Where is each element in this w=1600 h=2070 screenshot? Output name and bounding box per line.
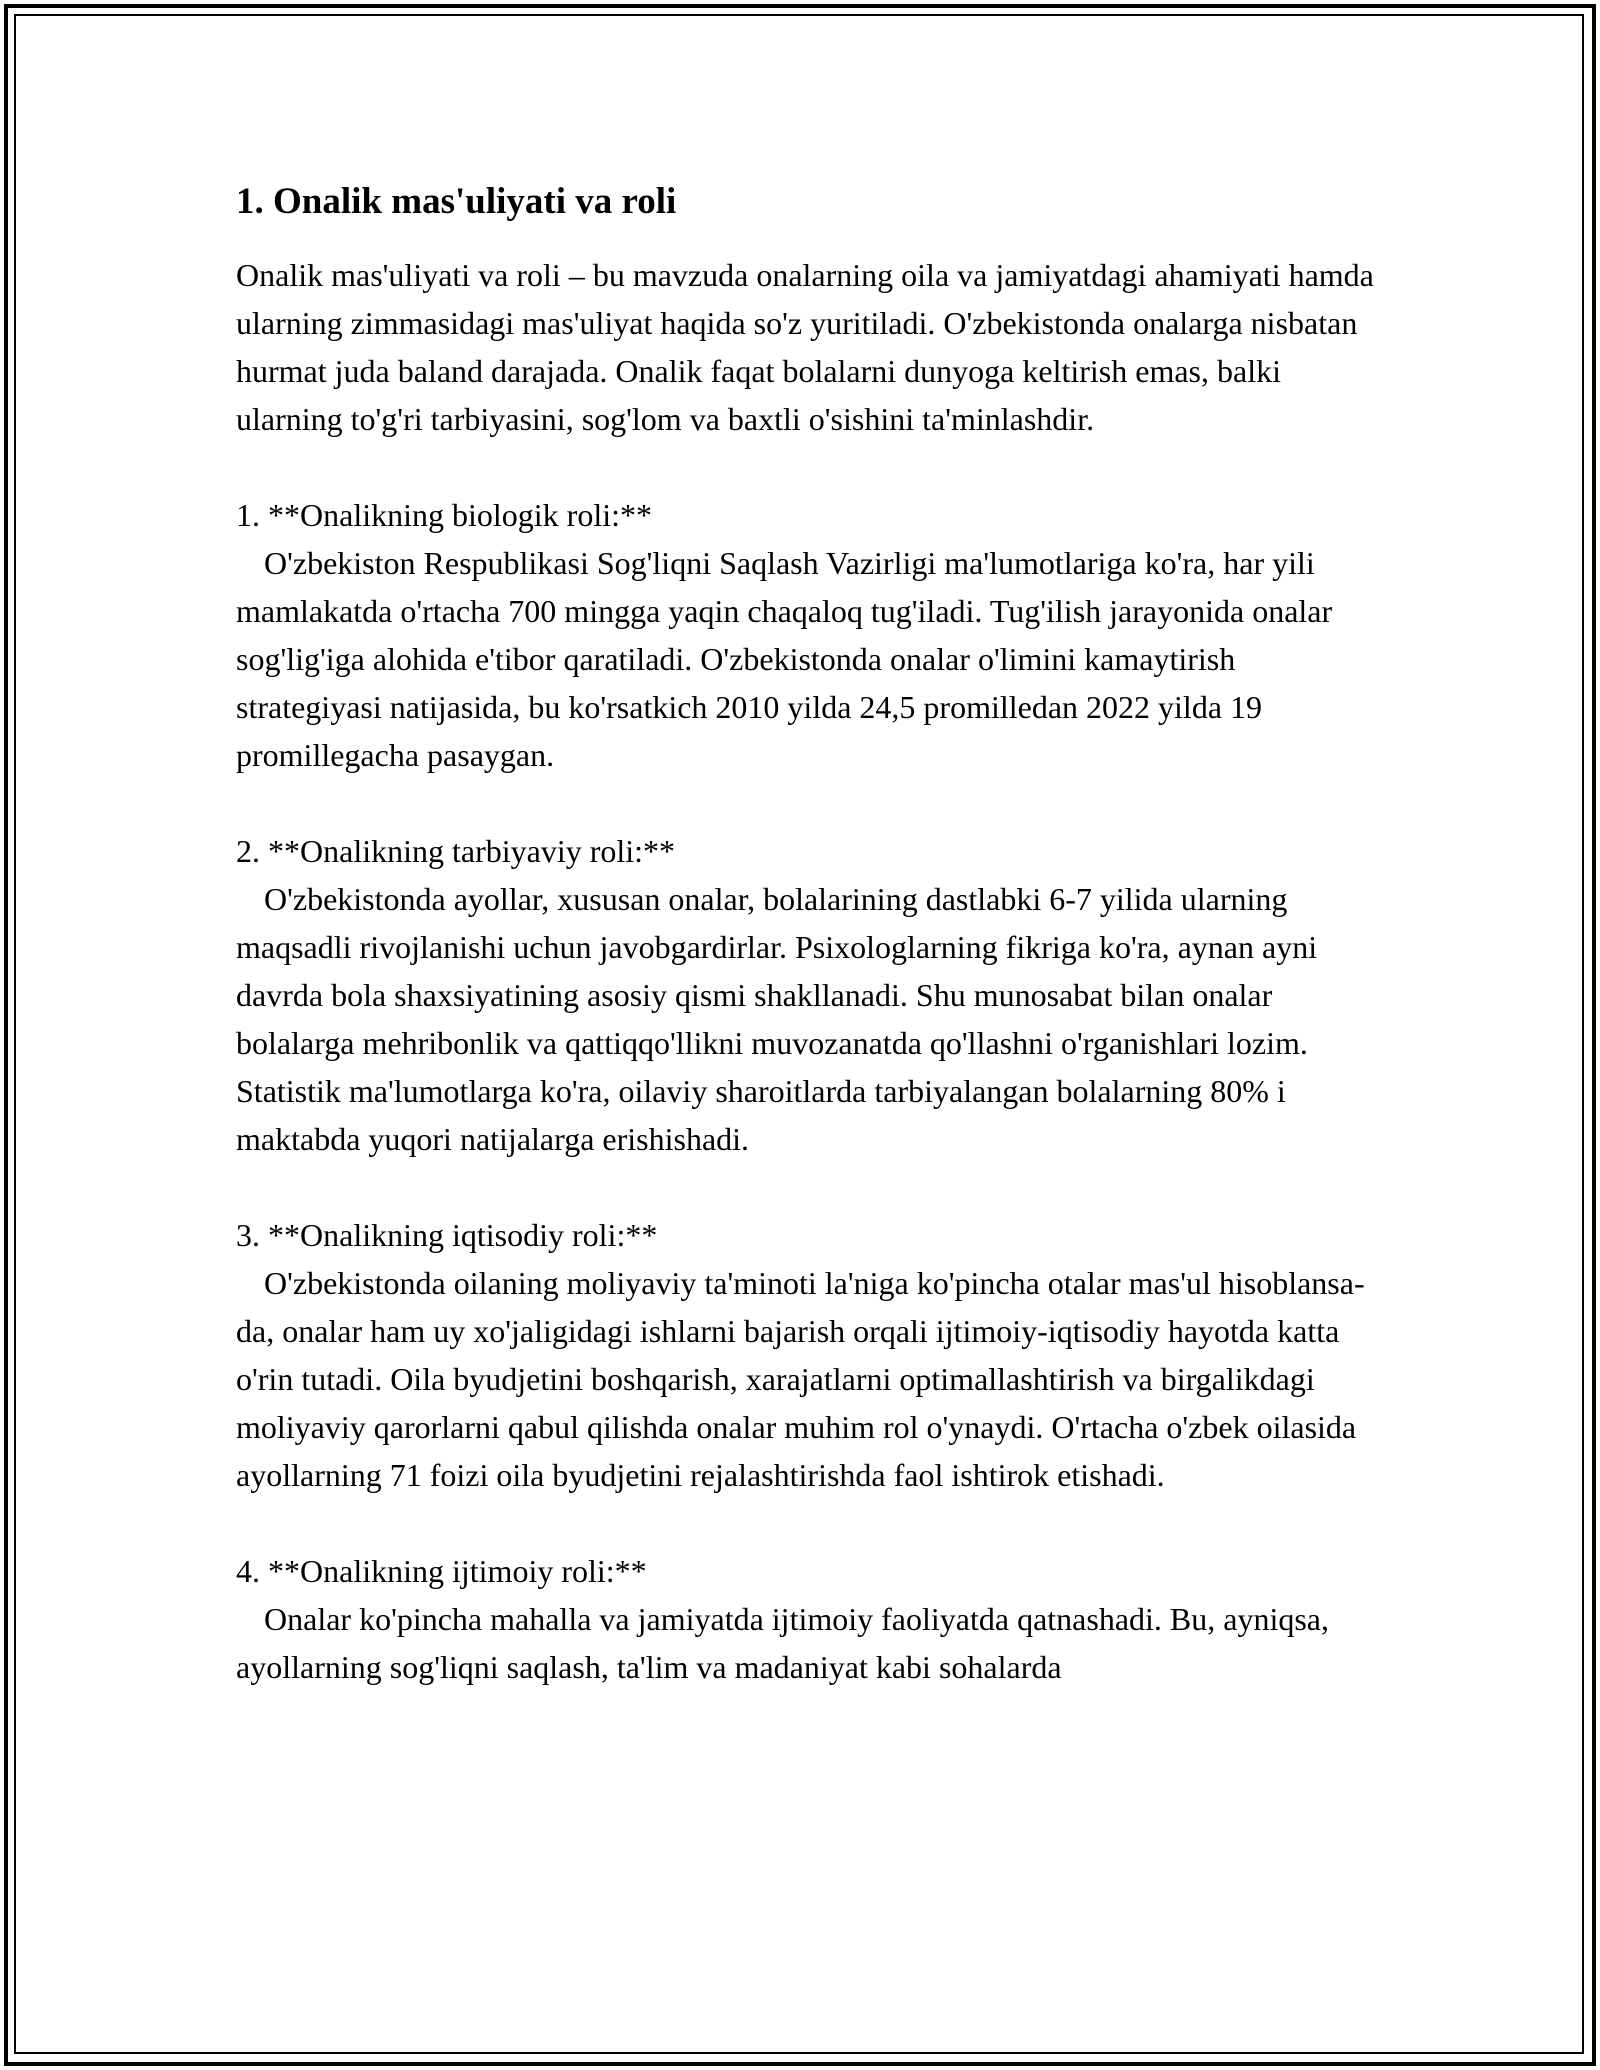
section-educational-role: [236, 827, 1376, 1163]
section-biological-role: [236, 491, 1376, 779]
section-body: O'zbekistonda ayollar, xususan onalar, bolalarining dastlabki 6-7 yilida ularning maqsadli rivojlanishi uchun javobgardirlar. Psixologlarning fikriga ko'ra, aynan ayni davrda bola shaxsiyatining asosiy qismi shakllanadi. Shu munosabat bilan onalar bolalarga mehribonlik va qattiqqo'llikni muvozanatda qo'llashni o'rganishlari lozim. Statistik ma'lumotlarga ko'ra, oilaviy sharoitlarda tarbiyalangan bolalarning 80% i maktabda yuqori natijalarga erishishadi.: [236, 881, 1318, 1157]
section-body: O'zbekistonda oilaning moliyaviy ta'minoti la'niga ko'pincha otalar mas'ul hisoblansa-da, onalar ham uy xo'jaligidagi ishlarni bajarish orqali ijtimoiy-iqtisodiy hayotda katta o'rin tutadi. Oila byudjetini boshqarish, xarajatlarni optimallashtirish va birgalikdagi moliyaviy qarorlarni qabul qilishda onalar muhim rol o'ynaydi. O'rtacha o'zbek oilasida ayollarning 71 foizi oila byudjetini rejalashtirishda faol ishtirok etishadi.: [236, 1265, 1365, 1493]
intro-paragraph: Onalik mas'uliyati va roli – bu mavzuda onalarning oila va jamiyatdagi ahamiyati hamda ularning zimmasidagi mas'uliyat haqida so'z yuritiladi. O'zbekistonda onalarga nisbatan hurmat juda baland darajada. Onalik faqat bolalarni dunyoga keltirish emas, balki ularning to'g'ri tarbiyasini, sog'lom va baxtli o'sishini ta'minlashdir.: [236, 257, 1374, 437]
document-body: [236, 180, 1376, 1691]
section-title: 2. **Onalikning tarbiyaviy roli:**: [236, 833, 676, 869]
section-social-role: [236, 1547, 1376, 1691]
section-title: 4. **Onalikning ijtimoiy roli:**: [236, 1553, 647, 1589]
section-title: 3. **Onalikning iqtisodiy roli:**: [236, 1217, 658, 1253]
section-economic-role: [236, 1211, 1376, 1499]
section-title: 1. **Onalikning biologik roli:**: [236, 497, 652, 533]
section-body: O'zbekiston Respublikasi Sog'liqni Saqlash Vazirligi ma'lumotlariga ko'ra, har yili mamlakatda o'rtacha 700 mingga yaqin chaqaloq tug'iladi. Tug'ilish jarayonida onalar sog'lig'iga alohida e'tibor qaratiladi. O'zbekistonda onalar o'limini kamaytirish strategiyasi natijasida, bu ko'rsatkich 2010 yilda 24,5 promilledan 2022 yilda 19 promillegacha pasaygan.: [236, 545, 1333, 773]
section-body: Onalar ko'pincha mahalla va jamiyatda ijtimoiy faoliyatda qatnashadi. Bu, ayniqsa, ayollarning sog'liqni saqlash, ta'lim va madaniyat kabi sohalarda: [236, 1601, 1329, 1685]
document-heading: 1. Onalik mas'uliyati va roli: [236, 181, 677, 222]
